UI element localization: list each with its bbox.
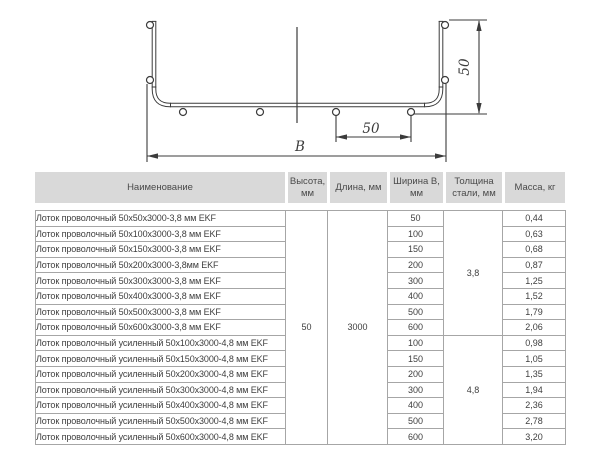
dimension-arrowheads [147, 20, 482, 159]
width-cell: 300 [388, 273, 444, 289]
width-cell: 500 [388, 413, 444, 429]
column-header: Наименование [35, 172, 285, 203]
mass-cell: 2,36 [503, 398, 566, 414]
column-header: Масса, кг [502, 172, 565, 203]
width-cell: 400 [388, 288, 444, 304]
dim-width-label: B [295, 139, 305, 155]
mass-cell: 2,78 [503, 413, 566, 429]
arrow-left-icon [147, 153, 158, 158]
product-name-cell: Лоток проволочный 50x400x3000-3,8 мм EKF [36, 288, 286, 304]
mass-cell: 0,98 [503, 335, 566, 351]
product-name-cell: Лоток проволочный усиленный 50x600x3000-4,8 мм EKF [36, 429, 286, 445]
thickness-merged-cell: 3,8 [444, 211, 503, 336]
arrow-right-icon [435, 153, 446, 158]
wire-cross-section-circle [147, 22, 154, 29]
table-row [36, 211, 566, 227]
wire-cross-section-circle [442, 77, 449, 84]
product-name-cell: Лоток проволочный усиленный 50x300x3000-4,8 мм EKF [36, 382, 286, 398]
mass-cell: 2,06 [503, 320, 566, 336]
mass-cell: 1,52 [503, 288, 566, 304]
product-name-cell: Лоток проволочный 50x200x3000-3,8мм EKF [36, 257, 286, 273]
product-name-cell: Лоток проволочный усиленный 50x200x3000-4,8 мм EKF [36, 366, 286, 382]
mass-cell: 1,25 [503, 273, 566, 289]
dim-height-lines [408, 20, 487, 114]
table-header-row [35, 172, 565, 203]
product-name-cell: Лоток проволочный 50x50x3000-3,8 мм EKF [36, 211, 286, 227]
width-cell: 600 [388, 320, 444, 336]
column-header: Ширина B, мм [387, 172, 443, 203]
width-cell: 400 [388, 398, 444, 414]
arrow-right-icon [400, 134, 411, 139]
thickness-merged-cell: 4,8 [444, 335, 503, 444]
height-merged-cell: 50 [286, 211, 328, 445]
column-header: Толщина стали, мм [443, 172, 502, 203]
product-name-cell: Лоток проволочный 50x100x3000-3,8 мм EKF [36, 226, 286, 242]
mass-cell: 3,20 [503, 429, 566, 445]
product-name-cell: Лоток проволочный 50x500x3000-3,8 мм EKF [36, 304, 286, 320]
width-cell: 50 [388, 211, 444, 227]
wire-cross-section-circle [333, 109, 340, 116]
product-name-cell: Лоток проволочный усиленный 50x100x3000-4,8 мм EKF [36, 335, 286, 351]
product-name-cell: Лоток проволочный усиленный 50x400x3000-4,8 мм EKF [36, 398, 286, 414]
wire-tray-cross-section-drawing [0, 0, 600, 170]
column-header: Высота, мм [285, 172, 327, 203]
mass-cell: 0,44 [503, 211, 566, 227]
dimension-lines [147, 20, 487, 162]
column-header: Длина, мм [327, 172, 387, 203]
mass-cell: 0,63 [503, 226, 566, 242]
spec-table-grid [35, 210, 566, 445]
arrow-left-icon [336, 134, 347, 139]
width-cell: 200 [388, 257, 444, 273]
product-name-cell: Лоток проволочный 50x300x3000-3,8 мм EKF [36, 273, 286, 289]
mass-cell: 0,68 [503, 242, 566, 258]
dim-spacing-label: 50 [362, 121, 380, 137]
width-cell: 200 [388, 366, 444, 382]
product-name-cell: Лоток проволочный 50x600x3000-3,8 мм EKF [36, 320, 286, 336]
spec-table-body [36, 211, 566, 445]
mass-cell: 1,05 [503, 351, 566, 367]
product-name-cell: Лоток проволочный усиленный 50x150x3000-4,8 мм EKF [36, 351, 286, 367]
wire-cross-section-circle [257, 109, 264, 116]
spec-table [35, 172, 565, 445]
arrow-up-icon [476, 20, 481, 31]
wire-cross-section-circle [180, 109, 187, 116]
mass-cell: 1,79 [503, 304, 566, 320]
wire-cross-section-circle [408, 109, 415, 116]
width-cell: 300 [388, 382, 444, 398]
length-merged-cell: 3000 [328, 211, 388, 445]
width-cell: 150 [388, 351, 444, 367]
mass-cell: 1,94 [503, 382, 566, 398]
product-name-cell: Лоток проволочный усиленный 50x500x3000-4,8 мм EKF [36, 413, 286, 429]
wire-cross-section-circle [442, 22, 449, 29]
width-cell: 150 [388, 242, 444, 258]
dim-height-label: 50 [457, 58, 473, 76]
width-cell: 500 [388, 304, 444, 320]
mass-cell: 0,87 [503, 257, 566, 273]
width-cell: 100 [388, 335, 444, 351]
wire-cross-section-circle [147, 77, 154, 84]
arrow-down-icon [476, 103, 481, 114]
width-cell: 600 [388, 429, 444, 445]
width-cell: 100 [388, 226, 444, 242]
mass-cell: 1,35 [503, 366, 566, 382]
product-name-cell: Лоток проволочный 50x150x3000-3,8 мм EKF [36, 242, 286, 258]
